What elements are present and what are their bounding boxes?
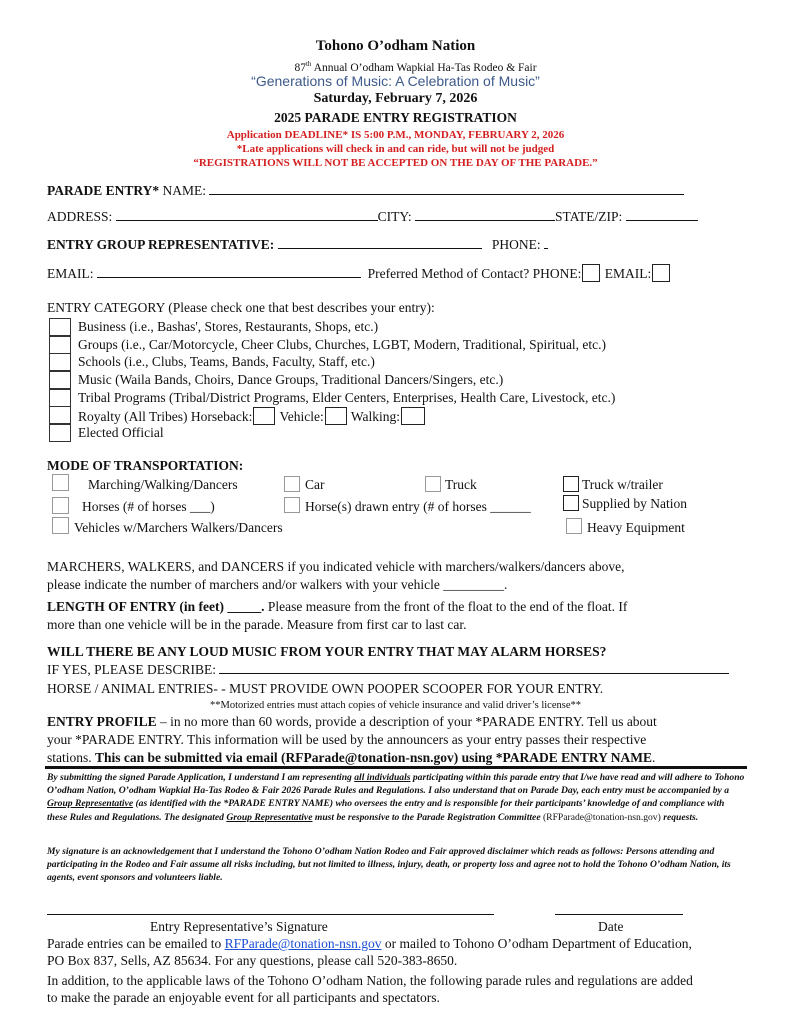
- contact-phone-label: Preferred Method of Contact? PHONE:: [367, 266, 582, 281]
- horses-checkbox[interactable]: [52, 497, 69, 514]
- car-checkbox[interactable]: [284, 476, 300, 492]
- category-item: Music (Waila Bands, Choirs, Dance Groups, Traditional Dancers/Singers, etc.): [78, 372, 504, 387]
- legal-underline: Group Representative: [226, 811, 313, 823]
- rep-row: [47, 236, 548, 253]
- marchers-text-1: MARCHERS, WALKERS, and DANCERS if you indicated vehicle with marchers/walkers/dancers above,: [47, 559, 625, 574]
- address-label: ADDRESS:: [47, 209, 113, 224]
- phone-label: PHONE:: [491, 237, 541, 252]
- contact-phone-checkbox[interactable]: [582, 264, 600, 282]
- if-yes-row: [47, 661, 729, 678]
- email-instructions: [47, 936, 692, 952]
- rep-label: ENTRY GROUP REPRESENTATIVE:: [47, 237, 275, 252]
- royalty-vehicle-checkbox[interactable]: [325, 407, 347, 425]
- address-line[interactable]: [116, 208, 378, 221]
- rules-intro-2: to make the parade an enjoyable event for all participants and spectators.: [47, 990, 440, 1005]
- phone-line[interactable]: [544, 236, 548, 249]
- legal-text: participating within this parade entry that I/we have read and will adhere to Tohono O’odham Nation, O’odham Wapkial Ha-Tas Rodeo & Fair 2026 Parade Rules and Regulations. I also understand that on Parade Day, each entry must be accompanied by a: [47, 772, 745, 797]
- entry-name-line[interactable]: [209, 182, 684, 195]
- profile-label: ENTRY PROFILE: [47, 714, 157, 729]
- truck-trailer-label: Truck w/trailer: [582, 477, 663, 492]
- state-zip-label: STATE/ZIP:: [555, 209, 623, 224]
- event-sup: th: [305, 60, 312, 68]
- royalty-horseback-label: Royalty (All Tribes) Horseback:: [78, 409, 253, 424]
- no-day-of-note: “REGISTRATIONS WILL NOT BE ACCEPTED ON THE DAY OF THE PARADE.”: [193, 157, 598, 169]
- category-item: Groups (i.e., Car/Motorcycle, Cheer Clubs, Churches, LGBT, Modern, Traditional, Spiritual, etc.): [78, 337, 607, 352]
- vehicles-marchers-label: Vehicles w/Marchers Walkers/Dancers: [74, 520, 283, 535]
- profile-text-1: [47, 714, 657, 730]
- profile-text-3: [47, 750, 655, 766]
- mailing-address: PO Box 837, Sells, AZ 85634. For any questions, please call 520-383-8650.: [47, 953, 458, 968]
- category-checkbox[interactable]: [49, 424, 71, 442]
- signature-line[interactable]: [47, 914, 494, 915]
- legal-underline: Group Representative: [47, 798, 134, 810]
- event-number: 87: [294, 61, 306, 74]
- horse-drawn-label: Horse(s) drawn entry (# of horses ______: [305, 499, 531, 514]
- category-item: Business (i.e., Bashas', Stores, Restaurants, Shops, etc.): [78, 319, 379, 334]
- profile-text-2: your *PARADE ENTRY. This information will be used by the announcers as your entry passes their respective: [47, 732, 647, 747]
- legal-text: (as identified with the *PARADE ENTRY NAME) who oversees the entry and is responsible for their participants’ knowledge of and compliance with these Rules and Regulations. The designated: [47, 798, 725, 823]
- event-text: Annual O’odham Wapkial Ha-Tas Rodeo & Fair: [313, 61, 537, 74]
- if-yes-label: IF YES, PLEASE DESCRIBE:: [47, 662, 217, 677]
- length-text-2: more than one vehicle will be in the parade. Measure from first car to last car.: [47, 617, 467, 632]
- horse-entries-note: HORSE / ANIMAL ENTRIES- - MUST PROVIDE OWN POOPER SCOOPER FOR YOUR ENTRY.: [47, 681, 604, 696]
- marchers-text-2: please indicate the number of marchers and/or walkers with your vehicle _________.: [47, 577, 508, 592]
- length-label: LENGTH OF ENTRY (in feet) _____.: [47, 599, 265, 614]
- royalty-walking-checkbox[interactable]: [401, 407, 425, 425]
- entry-name-label: NAME:: [159, 183, 207, 198]
- truck-checkbox[interactable]: [425, 476, 441, 492]
- horse-drawn-checkbox[interactable]: [284, 497, 300, 513]
- marching-checkbox[interactable]: [52, 474, 69, 491]
- legal-paragraph-1: [47, 771, 747, 824]
- late-note: *Late applications will check in and can ride, but will not be judged: [236, 143, 555, 155]
- car-label: Car: [305, 477, 325, 492]
- category-checkbox[interactable]: [49, 318, 71, 336]
- deadline: Application DEADLINE* IS 5:00 P.M., MONDAY, FEBRUARY 2, 2026: [226, 129, 565, 141]
- profile-end: .: [652, 750, 656, 765]
- motorized-note: **Motorized entries must attach copies of vehicle insurance and valid driver’s license**: [210, 700, 581, 711]
- entry-name-field[interactable]: [47, 182, 684, 199]
- supplied-label: Supplied by Nation: [582, 496, 687, 511]
- category-checkbox[interactable]: [49, 389, 71, 407]
- legal-text: must be responsive to the Parade Registration Committee: [312, 811, 543, 823]
- category-item-royalty: [78, 407, 426, 425]
- parade-email-link[interactable]: RFParade@tonation-nsn.gov: [224, 936, 382, 951]
- city-label: CITY:: [377, 209, 412, 224]
- address-row: [47, 208, 698, 225]
- music-question: WILL THERE BE ANY LOUD MUSIC FROM YOUR ENTRY THAT MAY ALARM HORSES?: [47, 644, 607, 659]
- truck-label: Truck: [445, 477, 477, 492]
- truck-trailer-checkbox[interactable]: [563, 476, 579, 492]
- legal-paragraph-2: My signature is an acknowledgement that I understand the Tohono O’odham Nation Rodeo and Fair approved disclaimer which reads as follows: Persons attending and participating in the Rodeo and Fair assume all risks including, but not limited to illness, injury, death, or property loss and agree not to hold the Tohono O’odham Nation, its agents, event sponsors and volunteers liable.: [47, 846, 731, 884]
- category-checkbox[interactable]: [49, 371, 71, 389]
- category-item: Elected Official: [78, 425, 164, 440]
- legal-text: requests.: [660, 811, 699, 823]
- profile-desc: – in no more than 60 words, provide a description of your *PARADE ENTRY. Tell us about: [156, 714, 657, 729]
- email-line[interactable]: [97, 265, 361, 278]
- form-title: 2025 PARADE ENTRY REGISTRATION: [274, 110, 517, 125]
- category-item: Schools (i.e., Clubs, Teams, Bands, Faculty, Staff, etc.): [78, 354, 375, 369]
- royalty-vehicle-label: Vehicle:: [279, 409, 324, 424]
- entry-name-label-bold: PARADE ENTRY*: [47, 183, 160, 198]
- royalty-walking-label: Walking:: [350, 409, 401, 424]
- state-zip-line[interactable]: [626, 208, 698, 221]
- horses-label: Horses (# of horses ___): [82, 499, 215, 514]
- supplied-checkbox[interactable]: [563, 495, 579, 511]
- date-line[interactable]: [555, 914, 683, 915]
- royalty-horseback-checkbox[interactable]: [253, 407, 275, 425]
- legal-underline: all individuals: [354, 772, 411, 783]
- length-desc: Please measure from the front of the float to the end of the float. If: [264, 599, 628, 614]
- contact-email-label: EMAIL:: [604, 266, 652, 281]
- org-title: Tohono O’odham Nation: [315, 38, 476, 54]
- email-row: [47, 264, 671, 282]
- divider: [45, 766, 747, 769]
- footer-text: Parade entries can be emailed to: [47, 936, 225, 951]
- category-heading: ENTRY CATEGORY (Please check one that best describes your entry):: [47, 300, 435, 315]
- date-label: Date: [598, 919, 624, 934]
- category-checkbox[interactable]: [49, 336, 71, 354]
- contact-email-checkbox[interactable]: [652, 264, 670, 282]
- vehicles-marchers-checkbox[interactable]: [52, 517, 69, 534]
- profile-stations: stations.: [47, 750, 96, 765]
- heavy-equipment-label: Heavy Equipment: [587, 520, 685, 535]
- category-item: Tribal Programs (Tribal/District Programs, Elder Centers, Enterprises, Health Care, Livestock, etc.): [78, 390, 616, 405]
- category-checkbox[interactable]: [49, 353, 71, 371]
- transport-heading: MODE OF TRANSPORTATION:: [47, 458, 244, 473]
- length-text-1: [47, 599, 627, 615]
- profile-email-note: This can be submitted via email (RFParade@tonation-nsn.gov) using *PARADE ENTRY NAME: [95, 750, 653, 765]
- footer-text: or mailed to Tohono O’odham Department of Education,: [381, 936, 692, 951]
- legal-email: (RFParade@tonation-nsn.gov): [542, 811, 661, 823]
- music-description-line[interactable]: [219, 661, 729, 674]
- legal-text: By submitting the signed Parade Application, I understand I am representing: [47, 772, 355, 783]
- heavy-equipment-checkbox[interactable]: [566, 518, 582, 534]
- signature-label: Entry Representative’s Signature: [150, 919, 328, 934]
- event-date: Saturday, February 7, 2026: [313, 91, 478, 106]
- rules-intro-1: In addition, to the applicable laws of the Tohono O’odham Nation, the following parade rules and regulations are added: [47, 973, 693, 988]
- marching-label: Marching/Walking/Dancers: [88, 477, 238, 492]
- rep-line[interactable]: [278, 236, 482, 249]
- theme: “Generations of Music: A Celebration of Music”: [251, 73, 540, 89]
- city-line[interactable]: [415, 208, 555, 221]
- email-label: EMAIL:: [47, 266, 94, 281]
- category-checkbox[interactable]: [49, 406, 71, 424]
